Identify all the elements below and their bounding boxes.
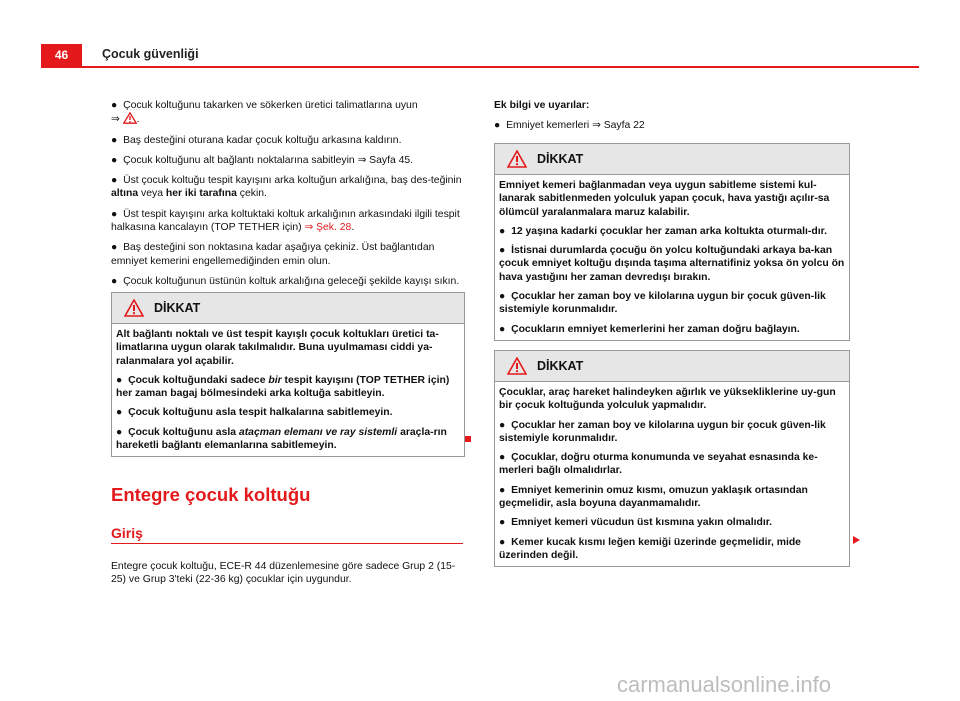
continue-arrow-icon [853,536,860,544]
warning-title: DİKKAT [537,359,584,373]
page-number: 46 [41,44,82,66]
subsection-title: Giriş [111,525,143,541]
list-item: ● Çocuk koltuğunu takarken ve sökerken üretici talimatlarına uyun ⇒ . [111,100,418,126]
list-item: ● Çocuk koltuğundaki sadece bir tespit kayışını (TOP TETHER için) her zaman bagaj bölmesindeki arka koltuğa sabitleyin. [116,374,450,400]
list-item: ● Çocuklar, doğru oturma konumunda ve seyahat esnasında ke-merleri bağlı olmalıdırlar. [499,452,818,477]
list-item: ● Çocukların emniyet kemerlerini her zaman doğru bağlayın. [499,323,800,335]
watermark: carmanualsonline.info [617,672,832,697]
list-item: ● Üst tespit kayışını arka koltuktaki koltuk arkalığının arkasındaki ilgili tespit halkasına kancalayın (TOP TETHER için) ⇒ Şek. 28. [111,208,460,234]
warning-box [111,292,465,457]
section-title: Entegre çocuk koltuğu [111,484,311,505]
list-item: ● Çocuk koltuğunu asla tespit halkalarına sabitlemeyin. [116,407,393,419]
figure-link[interactable]: ⇒ Şek. 28 [304,222,352,234]
list-item: ● Çocuklar her zaman boy ve kilolarına uygun bir çocuk güven-lik sistemiyle korunmalıdır. [499,291,826,316]
chapter-title: Çocuk güvenliği [102,47,199,61]
list-item: ● İstisnai durumlarda çocuğu ön yolcu koltuğundaki arkaya ba-kan çocuk emniyet koltuğu dışında taşıma alternatifiniz yoksa ön yolcu ön hava yastığını her zaman devredışı bırakın. [499,245,845,283]
header-rule [41,66,919,68]
warning-body [112,324,464,456]
warning-title: DİKKAT [537,152,584,166]
list-item: ● Emniyet kemerleri ⇒ Sayfa 22 [494,120,645,132]
warning-intro: Alt bağlantı noktalı ve üst tespit kayışlı çocuk koltukları üretici ta-limatlarına uygun olarak takılmalıdır. Buna uyulmaması ciddi ya-ralanmalara yol açabilir. [116,329,439,367]
list-item: ● 12 yaşına kadarki çocuklar her zaman arka koltukta oturmalı-dır. [499,225,827,237]
list-item: ● Kemer kucak kısmı leğen kemiği üzerinde geçmelidir, mide üzerinden değil. [499,536,801,561]
list-item: ● Baş desteğini oturana kadar çocuk koltuğu arkasına kaldırın. [111,134,402,146]
left-instructions [111,99,463,295]
list-item: ● Emniyet kemeri vücudun üst kısmına yakın olmalıdır. [499,517,773,529]
warning-body [495,382,849,566]
warning-box [494,143,850,341]
warning-header [495,351,849,382]
warning-body [495,175,849,340]
list-item: ● Baş desteğini son noktasına kadar aşağıya çekiniz. Üst bağlantıdan emniyet kemerini engellemediğinden emin olun. [111,242,435,267]
bullet: ● [111,100,118,111]
warning-header [495,144,849,175]
warning-header [112,293,464,324]
list-item: ● Çocuk koltuğunu alt bağlantı noktalarına sabitleyin ⇒ Sayfa 45. [111,154,414,166]
right-notes [494,99,848,140]
warning-box [494,350,850,567]
warning-intro: Emniyet kemeri bağlanmadan veya uygun sabitleme sistemi kul-lanarak sabitlenmeden yolculuk yapan çocuk, hava yastığı açılır-sa ölümcül yaralanmalara maruz kalabilir. [499,180,830,218]
list-item: ● Üst çocuk koltuğu tespit kayışını arka koltuğun arkalığına, baş des-teğinin altına veya her iki tarafına çekin. [111,175,462,200]
list-item: ● Çocuklar her zaman boy ve kilolarına uygun bir çocuk güven-lik sistemiyle korunmalıdır. [499,419,826,444]
section-intro: Entegre çocuk koltuğu, ECE-R 44 düzenlemesine göre sadece Grup 2 (15-25) ve Grup 3'teki (22-36 kg) çocuklar için uygundur. [111,561,456,586]
notes-heading: Ek bilgi ve uyarılar: [494,100,590,111]
warning-triangle-icon[interactable] [123,112,137,124]
warning-triangle-icon [124,299,144,317]
warning-triangle-icon [507,357,527,375]
warning-intro: Çocuklar, araç hareket halindeyken ağırlık ve yüksekliklerine uy-gun bir çocuk koltuğunda yolculuk yapmalıdır. [499,387,836,412]
section-end-mark [465,436,471,442]
list-item: ● Çocuk koltuğunun üstünün koltuk arkalığına geleceği şekilde kayışı sıkın. [111,275,460,287]
warning-title: DİKKAT [154,301,201,315]
list-item: ● Çocuk koltuğunu asla ataçman elemanı ve ray sistemli araçla-rın hareketli bağlantı elemanlarına sabitlemeyin. [116,426,447,452]
warning-triangle-icon [507,150,527,168]
list-item: ● Emniyet kemerinin omuz kısmı, omuzun yaklaşık ortasından geçmelidir, asla boyuna dayanmamalıdır. [499,484,808,510]
subsection-rule [111,543,463,544]
